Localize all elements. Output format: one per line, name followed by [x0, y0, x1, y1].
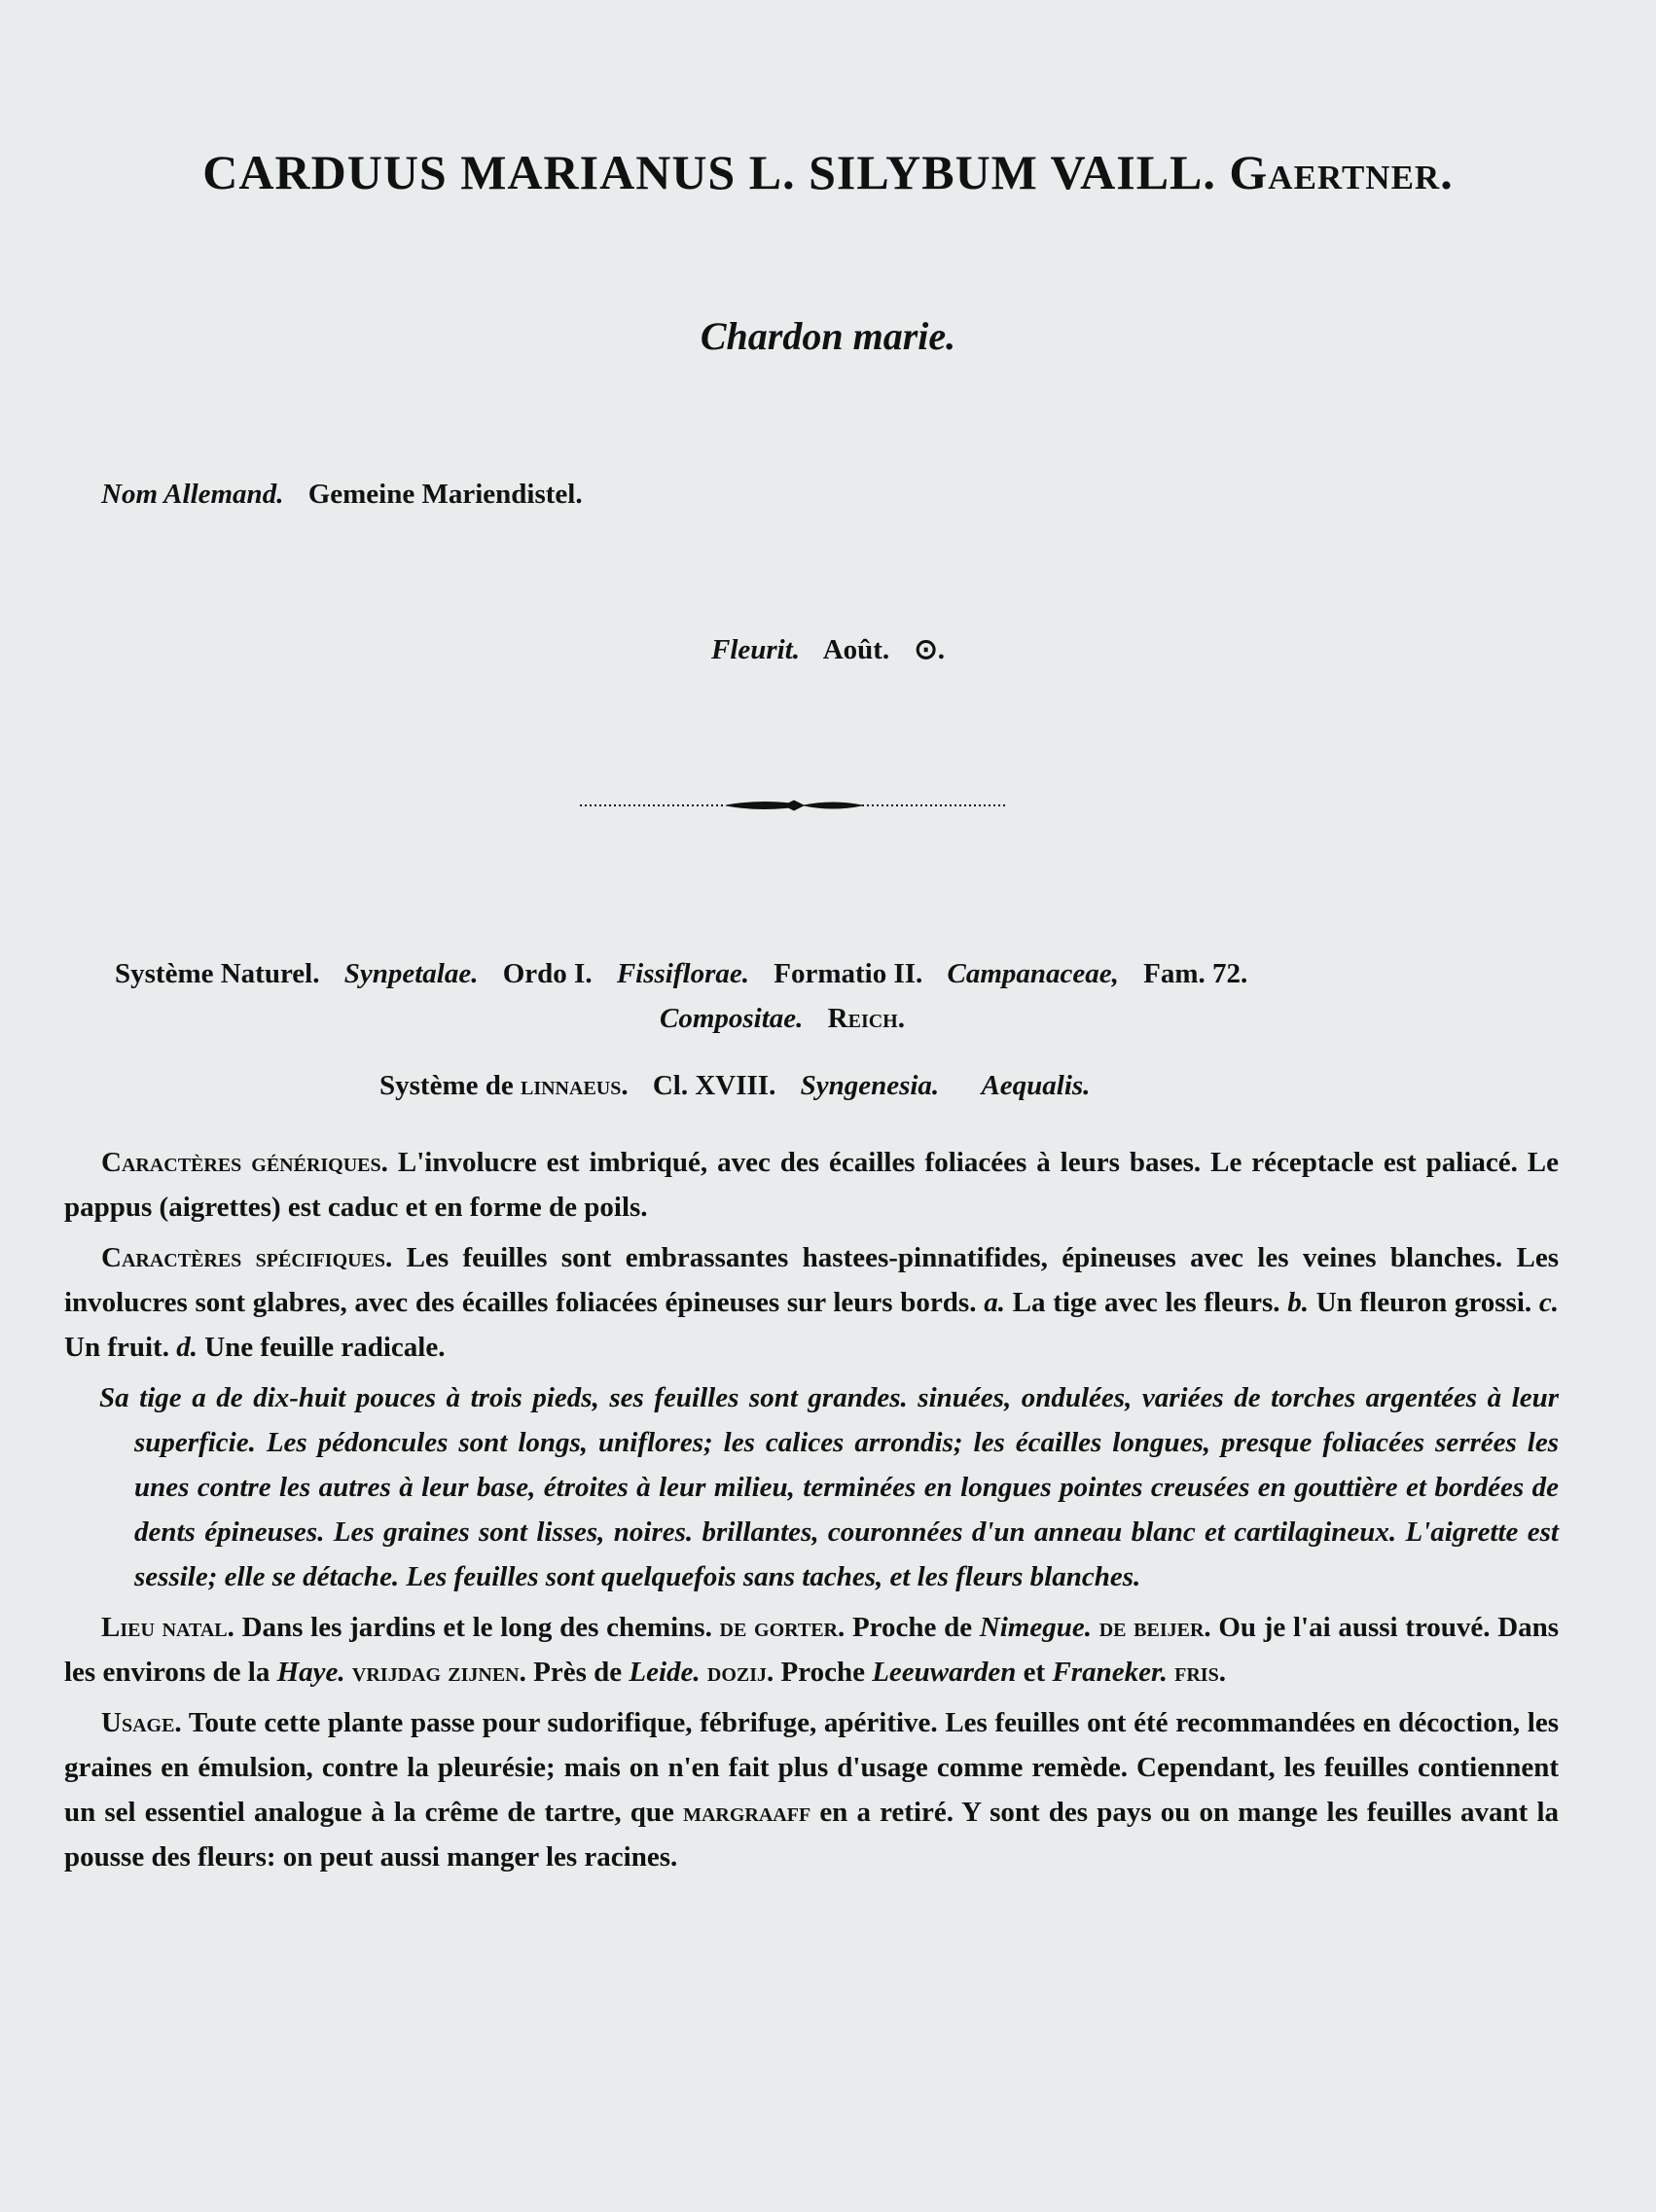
habitat-place5: Franeker. — [1052, 1657, 1168, 1688]
habitat-t4: Près de — [533, 1657, 623, 1688]
habitat-t3: Ou je l'ai aussi trouvé. Dans les environs de la — [64, 1612, 1560, 1688]
specific-label: Caractères spécifiques. — [101, 1242, 393, 1273]
figure-d-text: Une feuille radicale. — [204, 1332, 446, 1363]
flowering-label: Fleurit. — [710, 634, 801, 665]
figure-b-label: b. — [1287, 1287, 1309, 1318]
ornament-divider — [580, 796, 1008, 815]
sn-fam-name: Compositae. — [660, 1003, 804, 1034]
figure-d-label: d. — [176, 1332, 198, 1363]
sn-formatio-name: Campanaceae, — [947, 958, 1119, 989]
title-species: CARDUUS MARIANUS L. SILYBUM VAILL. — [202, 145, 1216, 199]
habitat-place1: Nimegue. — [979, 1612, 1092, 1643]
german-value: Gemeine Mariendistel. — [307, 479, 583, 510]
sn-class: Synpetalae. — [343, 958, 479, 989]
specific-characters — [64, 1235, 1559, 1370]
habitat-place4: Leeuwarden — [872, 1657, 1017, 1688]
usage-t1: Toute cette plante passe pour sudorifique, fébrifuge, apéritive. Les feuilles ont été recommandées en décoction, les graines en émulsion, contre la pleurésie; mais on n'en fait plus d'usage comme remède. Cependant, les feuilles contiennent un sel essentiel analogue à la crême de tartre, que — [64, 1707, 1559, 1828]
sl-name1: Syngenesia. — [800, 1070, 940, 1101]
specific-text: Les feuilles sont embrassantes hastees-pinnatifides, épineuses avec les veines blanches. Les involucres sont glabres, avec des écailles foliacées épineuses sur leurs bords. — [64, 1242, 1559, 1318]
native-habitat — [64, 1605, 1559, 1695]
flowering-month: Août. — [822, 634, 890, 665]
sn-ordo: Ordo I. — [502, 958, 593, 989]
annual-symbol: ⊙. — [914, 634, 945, 665]
figure-c-label: c. — [1538, 1287, 1559, 1318]
habitat-place3: Leide. — [629, 1657, 701, 1688]
habitat-author1: de gorter. — [719, 1612, 846, 1643]
common-name: Chardon marie. — [700, 314, 956, 358]
sl-class: Cl. XVIII. — [652, 1070, 776, 1101]
description-paragraph: Sa tige a de dix-huit pouces à trois pieds, ses feuilles sont grandes. sinuées, ondulées, variées de torches argentées à leur superficie. Les pédoncules sont longs, uniflores; les calices arrondis; les écailles longues, presque foliacées serrées les unes contre les autres à leur base, étroites à leur milieu, terminées en longues pointes creusées en gouttière et bordées de dents épineuses. Les graines sont lisses, noires. brillantes, couronnées d'un anneau blanc et cartilagineux. L'aigrette est sessile; elle se détache. Les feuilles sont quelquefois sans taches, et les fleurs blanches. — [99, 1382, 1559, 1592]
systeme-linnaeus — [379, 1070, 1107, 1102]
figure-a-text: La tige avec les fleurs. — [1012, 1287, 1280, 1318]
usage-author: margraaff — [683, 1797, 811, 1828]
habitat-author2: de beijer. — [1098, 1612, 1211, 1643]
usage-t2: en a retiré. Y sont des pays ou on mange les feuilles avant la pousse des fleurs: on peut aussi manger les racines. — [64, 1797, 1560, 1873]
generic-label: Caractères génériques. — [101, 1147, 388, 1178]
german-label: Nom Allemand. — [101, 479, 284, 510]
flowering-line — [0, 632, 1656, 666]
german-name-line — [101, 479, 583, 511]
systeme-naturel — [115, 951, 1555, 1041]
sl-author: linnaeus. — [520, 1070, 629, 1101]
habitat-t1: Dans les jardins et le long des chemins. — [241, 1612, 712, 1643]
habitat-t2: Proche de — [851, 1612, 973, 1643]
sn-fam: Fam. 72. — [1143, 958, 1248, 989]
habitat-author4: dozij. — [706, 1657, 774, 1688]
habitat-label: Lieu natal. — [101, 1612, 234, 1643]
habitat-t5: Proche — [780, 1657, 865, 1688]
sn-formatio: Formatio II. — [774, 958, 923, 989]
sn-label: Système Naturel. — [115, 958, 320, 989]
usage-label: Usage. — [101, 1707, 182, 1738]
figure-b-text: Un fleuron grossi. — [1315, 1287, 1532, 1318]
usage-paragraph — [64, 1700, 1559, 1879]
sn-reich: Reich. — [827, 1003, 905, 1034]
habitat-author5: fris. — [1174, 1657, 1226, 1688]
sn-row2 — [115, 996, 1555, 1041]
figure-c-text: Un fruit. — [64, 1332, 169, 1363]
page-title — [0, 144, 1656, 200]
sl-label: Système de — [379, 1070, 514, 1101]
habitat-place2: Haye. — [276, 1657, 345, 1688]
sl-name2: Aequalis. — [981, 1070, 1091, 1101]
habitat-author3: vrijdag zijnen. — [351, 1657, 526, 1688]
generic-text: L'involucre est imbriqué, avec des écailles foliacées à leurs bases. Le réceptacle est paliacé. Le pappus (aigrettes) est caduc et en forme de poils. — [64, 1147, 1560, 1223]
title-author: Gaertner. — [1229, 145, 1454, 199]
sn-ordo-name: Fissiflorae. — [616, 958, 749, 989]
figure-a-label: a. — [984, 1287, 1005, 1318]
habitat-t6: et — [1023, 1657, 1046, 1688]
generic-characters — [64, 1140, 1559, 1230]
body-text — [64, 1140, 1559, 1885]
